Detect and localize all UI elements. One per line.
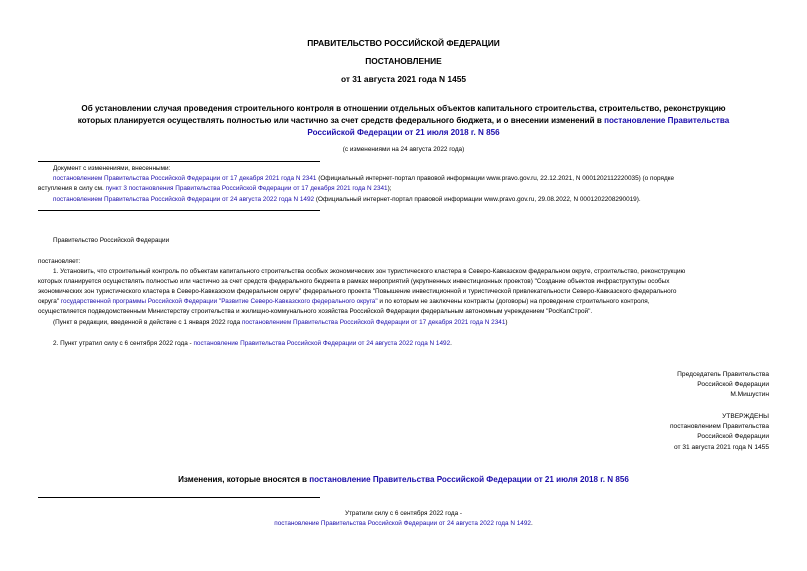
signature-line1: Председатель Правительства [677, 371, 769, 378]
p2-end: . [450, 340, 452, 347]
paragraph-1-line3: экономических зон туристического кластера в Северо-Кавказском федеральном округе" федерального проекта "Повышение инвестиционной и туристической привлекательности Северо-Кавказского федерального [38, 288, 677, 295]
paragraph-2 [53, 339, 452, 349]
revision-note: (с изменениями на 24 августа 2022 года) [342, 146, 465, 153]
changes-title-text: Изменения, которые вносятся в [178, 475, 310, 484]
paragraph-1-line4 [38, 297, 650, 307]
approved-block [670, 412, 769, 453]
change-text-1: (Официальный интернет-портал правовой информации www.pravo.gov.ru, 22.12.2021, N 0001202112220035) (о порядке [316, 175, 675, 182]
title-text: которых планируется осуществлять полностью или частично за счет средств федерального бюджета, и о внесении изменений в [77, 116, 605, 125]
approved-line1: УТВЕРЖДЕНЫ [722, 413, 769, 420]
signature-name: М.Мишустин [730, 391, 769, 399]
paragraph-1-note [53, 318, 508, 328]
changes-intro: Документ с изменениями, внесенными: [53, 165, 171, 172]
document-date-number: от 31 августа 2021 года N 1455 [340, 74, 467, 84]
change-item-1 [53, 174, 773, 184]
approved-line2: постановлением Правительства [669, 423, 769, 431]
divider-top [38, 161, 320, 162]
body-government: Правительство Российской Федерации [53, 237, 170, 244]
divider-bottom [38, 210, 320, 211]
footer-link[interactable]: постановление Правительства Российской Федерации от 24 августа 2022 года N 1492 [274, 520, 531, 527]
footer-line1: Утратили силу с 6 сентября 2022 года - [344, 510, 463, 517]
footer-line2 [0, 519, 807, 529]
divider-footer [38, 497, 320, 498]
changes-title [0, 475, 807, 484]
state-program-link[interactable]: государственной программы Российской Федерации "Развитие Северо-Кавказского федерального округа" [60, 298, 378, 305]
government-heading: ПРАВИТЕЛЬСТВО РОССИЙСКОЙ ФЕДЕРАЦИИ [307, 38, 500, 48]
change-link-1[interactable]: постановлением Правительства Российской Федерации от 17 декабря 2021 года N 2341 [53, 175, 317, 182]
document-type: ПОСТАНОВЛЕНИЕ [365, 56, 442, 66]
change-item-1-cont [38, 184, 392, 194]
document-title-line1: Об установлении случая проведения строительного контроля в отношении отдельных объектов капитального строительства, строительство, реконструкцию [81, 104, 726, 113]
footer-end: . [530, 520, 533, 527]
paragraph-1-line2: которых планируется осуществлять полностью или частично за счет средств федерального бюджета в рамках мероприятий (укрупненных инвестиционных проектов) "Создание объектов инфраструктуры особых [38, 278, 670, 285]
title-link-part1[interactable]: постановление Правительства [604, 116, 730, 125]
change-item-2 [53, 195, 641, 205]
change-text-1-cont: вступления в силу см. [38, 185, 106, 192]
change-text-1-end: ); [387, 185, 392, 192]
approved-line4: от 31 августа 2021 года N 1455 [674, 443, 769, 451]
document-title-line2 [0, 116, 807, 125]
signature-block [677, 370, 769, 401]
paragraph-1-line5: осуществляется подведомственным Министерству строительства и жилищно-коммунального хозяйства Российской Федерации федеральным автономным учреждением "РосКапСтрой". [38, 308, 593, 315]
p2-link[interactable]: постановление Правительства Российской Федерации от 24 августа 2022 года N 1492 [193, 340, 451, 347]
signature-line2: Российской Федерации [697, 381, 769, 389]
approved-line3: Российской Федерации [697, 433, 769, 441]
p1-l4-end: и по которым не заключены контракты (договоры) на проведение строительного контроля, [377, 298, 650, 305]
change-text-2: (Официальный интернет-портал правовой информации www.pravo.gov.ru, 29.08.2022, N 0001202208290019). [314, 196, 641, 203]
change-link-1-point3[interactable]: пункт 3 постановления Правительства Российской Федерации от 17 декабря 2021 года N 2341 [105, 185, 388, 192]
body-decrees: постановляет: [38, 258, 81, 265]
change-link-2[interactable]: постановлением Правительства Российской Федерации от 24 августа 2022 года N 1492 [53, 196, 315, 203]
p1-note-text: (Пункт в редакции, введенной в действие с 1 января 2022 года [53, 319, 242, 326]
p1-l4-text: округа" [38, 298, 61, 305]
p2-text: 2. Пункт утратил силу с 6 сентября 2022 года - [53, 340, 194, 347]
p1-note-link[interactable]: постановлением Правительства Российской Федерации от 17 декабря 2021 года N 2341 [241, 319, 506, 326]
title-link-part2[interactable]: Российской Федерации от 21 июля 2018 г. N 856 [307, 128, 500, 137]
p1-note-end: ) [505, 319, 508, 326]
changes-title-link[interactable]: постановление Правительства Российской Федерации от 21 июля 2018 г. N 856 [309, 475, 629, 484]
document-title-line3 [0, 128, 807, 137]
paragraph-1-line1: 1. Установить, что строительный контроль по объектам капитального строительства особых экономических зон туристического кластера в Северо-Кавказском федеральном округе, строительство, реконструкцию [53, 268, 686, 275]
